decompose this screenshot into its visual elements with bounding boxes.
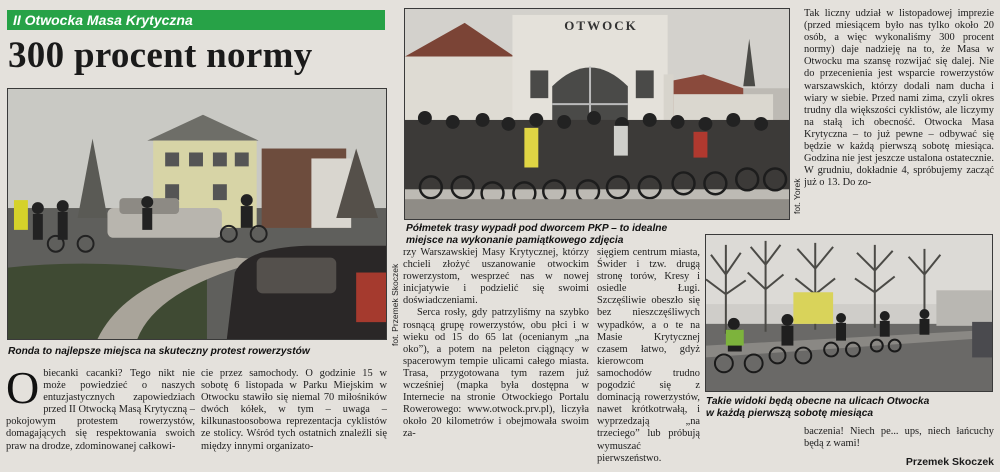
roundabout-image <box>8 89 386 339</box>
photo-street-caption <box>706 396 996 420</box>
column-6-text: baczenia! Niech pe... ups, niech łańcuchy będą z wami! <box>804 426 994 450</box>
article-column-1 <box>6 368 195 470</box>
photo-station-caption-line1: Półmetek trasy wypadł pod dworcem PKP – to idealne <box>406 223 668 234</box>
column-4-text: sięgiem centrum miasta, Świder i tzw. drugą stronę torów, Kresy i osiedle Ługi. Szczęśliwie obeszło się bez nieszczęśliwych wypadków, a o te na Masie Krytycznej czasem łatwo, gdyż kierowcom samochodów trudno pogodzić się z dominacją rowerzystów, nawet krótkotrwałą, i wyprzedzają „na trzeciego” lub próbują wymuszać pierwszeństwo. <box>597 247 700 464</box>
photo-station-credit: fot. Yorek <box>792 178 802 214</box>
photo-roundabout <box>7 88 387 340</box>
column-5-text: Tak liczny udział w listopadowej imprezie (przed miesiącem było nas tylko około 20 osób, a więc wykonaliśmy 300 procent normy) daje nadzieję na to, że Masa w Otwocku ma szansę rozwijać się dalej. Nie do przecenienia jest wsparcie rowerzystów warszawskich, którzy dodali nam ducha i wiary w siebie. Przed nami zima, czyli okres trudny dla większości cyklistów, ale liczymy na stałą ich obecność. Otwocka Masa Krytyczna – to już pewne – odbywać się będzie w każdą pierwszą sobotę miesiąca. Godzina nie jest jeszcze ustalona ostatecznie. W grudniu, dokładnie 4, spróbujemy zacząć już o 13. Do zo- <box>804 8 994 189</box>
column-3-paragraph-1: rzy Warszawskiej Masy Krytycznej, którzy chcieli złożyć uszanowanie otwockim rowerzystom, wesprzeć nas w nowej inicjatywie i podzielić się swoimi doświadczeniami. <box>403 247 589 307</box>
photo-street <box>705 234 993 392</box>
headline: 300 procent normy <box>8 35 313 76</box>
photo-roundabout-caption: Ronda to najlepsze miejsca na skuteczny protest rowerzystów <box>8 346 310 357</box>
article-column-2 <box>201 368 387 470</box>
photo-station <box>404 8 790 220</box>
column-2-text: cie przez samochody. O godzinie 15 w sobotę 6 listopada w Parku Miejskim w Otwocku stawiło się niemal 70 miłośników dwóch kółek, w tym – uwaga – kilkunastoosobowa reprezentacja cyklistów ze stolicy. Wśród tych ostatnich znaleźli się między innymi organizato- <box>201 368 387 452</box>
author-signature: Przemek Skoczek <box>905 456 994 468</box>
photo-street-caption-line1: Takie widoki będą obecne na ulicach Otwocka <box>706 396 930 407</box>
article-column-6 <box>804 426 994 456</box>
section-label: II Otwocka Masa Krytyczna <box>7 10 385 30</box>
article-column-4 <box>597 247 700 470</box>
column-1-text: biecanki cacanki? Tego nikt nie może powiedzieć o naszych entuzjastycznych zapowiedziach przed II Otwocką Masą Krytyczną – pokojowym protestem rowerzystów, domagających się respektowania swoich praw na drodze, zdominowanej całkowi- <box>6 368 195 452</box>
article-column-3 <box>403 247 589 470</box>
station-image <box>405 9 789 219</box>
column-3-paragraph-2: Serca rosły, gdy patrzyliśmy na szybko rosnącą grupę rowerzystów, obu płci i w wieku od 15 do 65 lat (ocenianym „na oko”), a potem na peleton ciągnący w spacerowym tempie ulicami całego miasta. Trasa, przygotowana tym razem już wcześniej (mapka była dostępna w Internecie na stronie Otwockiego Portalu Rowerowego: www.otwock.prv.pl), liczyła około 20 kilometrów i obejmowała swoim za- <box>403 307 589 440</box>
photo-street-caption-line2: w każdą pierwszą sobotę miesiąca <box>706 408 874 419</box>
station-sign: OTWOCK <box>564 18 638 33</box>
dropcap: O <box>6 368 40 413</box>
photo-roundabout-credit: fot. Przemek Skoczek <box>390 263 400 346</box>
photo-station-caption-line2: miejsce na wykonanie pamiątkowego zdjęcia <box>406 235 624 246</box>
street-image <box>706 235 992 391</box>
article-column-5 <box>804 8 994 230</box>
